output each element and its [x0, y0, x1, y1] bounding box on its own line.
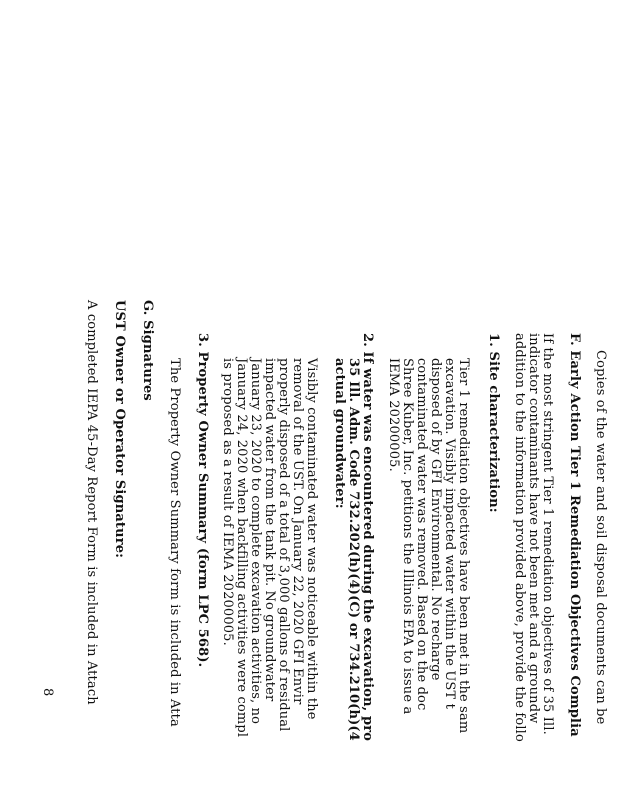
section-f-para-line: addition to the information provided above, provide the follo	[512, 333, 527, 742]
section-g-para: A completed IEPA 45-Day Report Form is included in Attach	[84, 300, 99, 705]
property-owner-summary-heading: 3. Property Owner Summary (form LPC 568).	[195, 333, 210, 668]
page-number: 8	[40, 688, 55, 697]
item2-para-line: removal of the UST. On January 22, 2020 GFI Envir	[290, 358, 305, 705]
property-owner-summary-text: The Property Owner Summary form is included in Atta	[167, 358, 182, 727]
item1-para-line: contaminated water was removed. Based on the doc	[414, 358, 429, 711]
item2-heading-line: 2. If water was encountered during the excavation, pro	[360, 333, 375, 742]
item2-heading-line: 35 Ill. Adm. Code 732.202(h)(4)(C) or 734.210(h)(4	[346, 358, 361, 741]
intro-line: Copies of the water and soil disposal documents can be	[593, 350, 608, 725]
item2-para-line: properly disposed of a total of 3,000 gallons of residual	[276, 358, 291, 732]
item2-para-line: impacted water from the tank pit. No groundwater	[262, 358, 277, 702]
section-f-para-line: If the most stringent Tier 1 remediation objectives of 35 Ill.	[540, 333, 555, 735]
item1-para-line: disposed of by GFI Environmental. No recharge	[428, 358, 443, 681]
item2-para-line: is proposed as a result of IEMA 20200005.	[220, 358, 235, 646]
section-f-para-line: indicator contaminants have not been met and a groundw	[526, 333, 541, 724]
item2-para-line: January 23, 2020 to complete excavation activities, no	[248, 358, 263, 725]
section-f-heading: F. Early Action Tier 1 Remediation Objectives Complia	[567, 333, 582, 737]
item2-heading-line: actual groundwater:	[332, 358, 347, 509]
section-g-heading: G. Signatures	[140, 300, 155, 401]
item1-para-line: Tier 1 remediation objectives have been met in the sam	[456, 358, 471, 734]
site-characterization-heading: 1. Site characterization:	[486, 333, 501, 513]
item1-para-line: Shree Kuber, Inc. petitions the Illinois EPA to issue a	[400, 358, 415, 715]
item2-para-line: January 24, 2020 when backfilling activities were compl	[234, 358, 249, 738]
item1-para-line: IEMA 20200005.	[386, 358, 401, 472]
item2-para-line: Visibly contaminated water was noticeable within the	[304, 358, 319, 720]
item1-para-line: excavation. Visibly impacted water within the UST t	[442, 358, 457, 709]
ust-owner-signature-heading: UST Owner or Operator Signature:	[112, 300, 127, 559]
